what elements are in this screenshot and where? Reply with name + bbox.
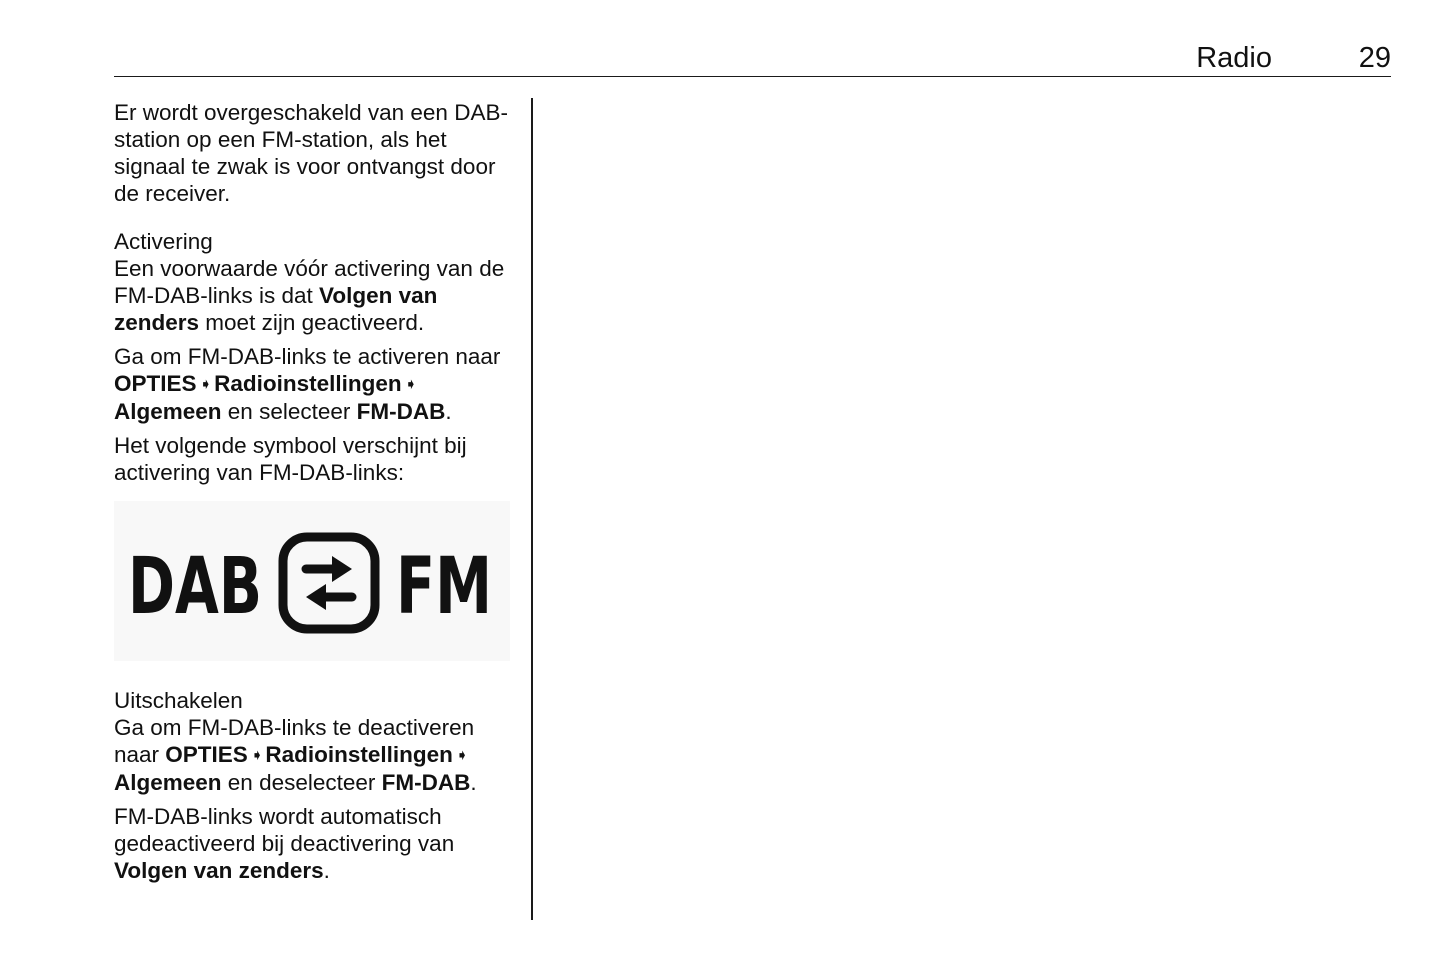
text-run: en deselecteer	[221, 770, 382, 795]
text-run: .	[470, 770, 477, 795]
text-run: Ga om FM-DAB-links te activeren naar	[114, 344, 501, 369]
section-title: Radio	[1196, 42, 1272, 74]
text-run: .	[323, 858, 330, 883]
swap-arrows-icon	[283, 537, 375, 629]
left-column	[114, 99, 519, 884]
text-run: Ga om FM-DAB-links te deactiveren naar	[114, 715, 475, 767]
activation-paragraph-3: Het volgende symbool verschijnt bij activering van FM-DAB-links:	[114, 433, 467, 485]
deactivation-paragraph-1	[114, 714, 519, 796]
setting-name: Volgen van zenders	[114, 858, 324, 883]
menu-arrow-icon: ➧	[404, 376, 418, 393]
menu-item-radio-settings: Radioinstellingen	[265, 742, 453, 767]
menu-arrow-icon: ➧	[455, 747, 469, 764]
column-divider	[531, 98, 533, 920]
text-run: Een voorwaarde vóór activering van de FM-DAB-links is dat	[114, 256, 505, 308]
dab-fm-symbol	[114, 501, 510, 661]
symbol-fm-text: FM	[396, 542, 492, 632]
menu-item-general: Algemeen	[114, 770, 222, 795]
activation-heading: Activering	[114, 229, 213, 254]
menu-arrow-icon: ➧	[199, 376, 213, 393]
text-run: FM-DAB-links wordt automatisch gedeactiveerd bij deactivering van	[114, 804, 455, 856]
menu-item-options: OPTIES	[114, 371, 197, 396]
page-number: 29	[1358, 42, 1391, 74]
menu-item-general: Algemeen	[114, 399, 222, 424]
menu-arrow-icon: ➧	[250, 747, 264, 764]
activation-paragraph-2	[114, 343, 519, 425]
dab-fm-symbol-graphic	[114, 501, 510, 661]
activation-paragraph-1	[114, 255, 519, 336]
page-header	[114, 38, 1391, 77]
symbol-dab-text: DAB	[128, 542, 262, 632]
setting-name: Volgen van zenders	[114, 283, 438, 335]
text-run: moet zijn geactiveerd.	[199, 310, 425, 335]
option-fm-dab: FM-DAB	[356, 399, 446, 424]
text-run: .	[445, 399, 452, 424]
text-run: en selecteer	[221, 399, 357, 424]
deactivation-heading: Uitschakelen	[114, 688, 243, 713]
deactivation-paragraph-2	[114, 803, 519, 884]
option-fm-dab: FM-DAB	[381, 770, 471, 795]
menu-item-options: OPTIES	[165, 742, 248, 767]
menu-item-radio-settings: Radioinstellingen	[214, 371, 402, 396]
intro-paragraph: Er wordt overgeschakeld van een DAB-station op een FM-station, als het signaal te zwak is voor ontvangst door de receiver.	[114, 100, 508, 206]
